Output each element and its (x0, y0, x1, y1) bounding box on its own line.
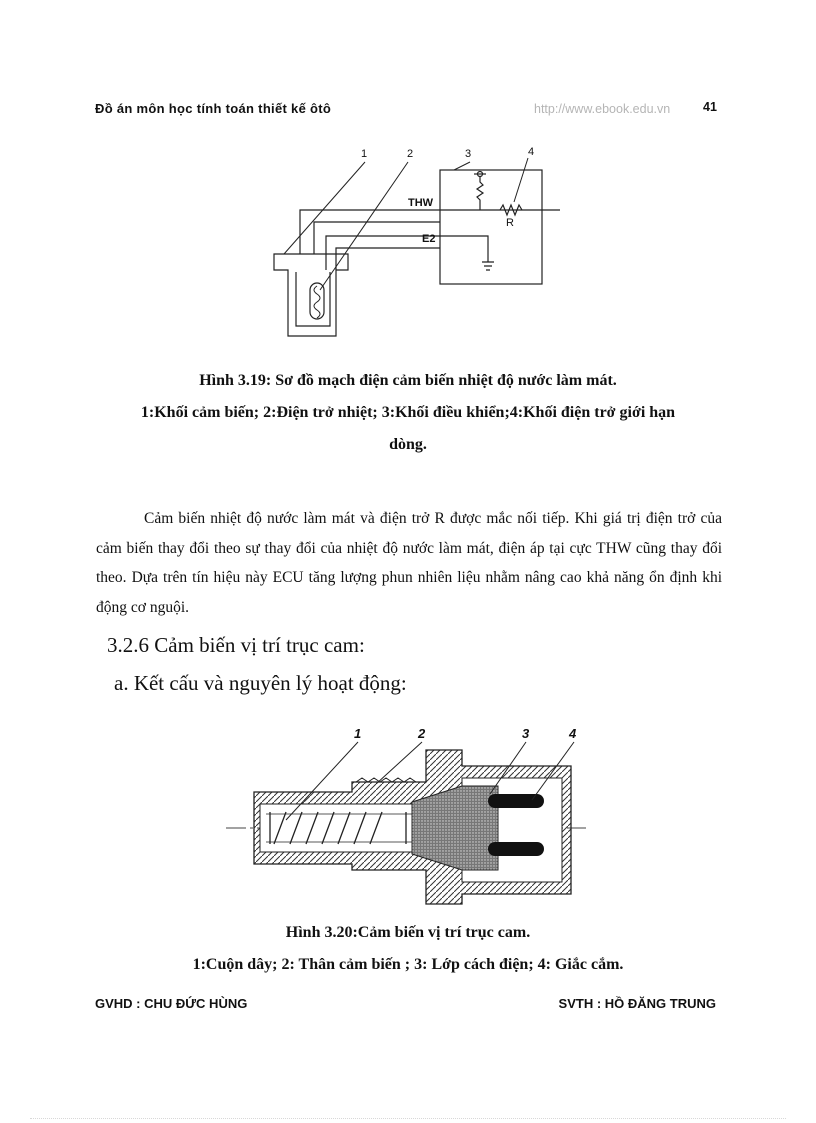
label-thw: THW (408, 197, 434, 209)
fig1-caption-line3: dòng. (389, 436, 427, 453)
page-number: 41 (703, 100, 717, 114)
footer-student: SVTH : HỒ ĐĂNG TRUNG (558, 996, 716, 1011)
fig2-caption-line1: Hình 3.20:Cảm biến vị trí trục cam. (285, 924, 531, 941)
paragraph-text: Cảm biến nhiệt độ nước làm mát và điện trở R được mắc nối tiếp. Khi giá trị điện trở của cảm biến thay đổi theo sự thay đổi của nhiệt độ nước làm mát, điện áp tại cực THW cũng thay đổi theo. Dựa trên tín hiệu này ECU tăng lượng phun nhiên liệu nhằm nâng cao khả năng ổn định khi động cơ nguội. (96, 510, 722, 616)
label-r: R (506, 217, 514, 229)
fig2-label-1: 1 (354, 726, 362, 741)
fig1-label-2: 2 (407, 148, 414, 160)
camshaft-sensor-diagram (226, 724, 590, 910)
fig2-label-3: 3 (522, 726, 530, 741)
header-url[interactable]: http://www.ebook.edu.vn (534, 102, 671, 116)
body-paragraph (96, 504, 722, 622)
fig1-label-3: 3 (465, 148, 472, 160)
fig1-caption-line2: 1:Khối cảm biến; 2:Điện trở nhiệt; 3:Khối điều khiển;4:Khối điện trở giới hạn (140, 404, 676, 421)
fig2-label-4: 4 (569, 726, 577, 741)
header-title: Đồ án môn học tính toán thiết kế ôtô (95, 101, 332, 116)
label-e2: E2 (422, 233, 436, 245)
ecu-block (440, 170, 542, 284)
circuit-diagram (260, 140, 560, 352)
fig2-caption-line2: 1:Cuộn dây; 2: Thân cảm biến ; 3: Lớp cách điện; 4: Giắc cắm. (192, 956, 624, 973)
fig1-label-1: 1 (361, 148, 368, 160)
page-bottom-divider (30, 1118, 786, 1119)
footer-instructor: GVHD : CHU ĐỨC HÙNG (95, 996, 248, 1011)
subsection-heading: a. Kết cấu và nguyên lý hoạt động: (114, 671, 407, 695)
fig1-label-4: 4 (528, 146, 535, 158)
fig1-caption-line1: Hình 3.19: Sơ đồ mạch điện cảm biến nhiệt độ nước làm mát. (199, 372, 617, 389)
section-heading: 3.2.6 Cảm biến vị trí trục cam: (107, 633, 365, 657)
insulation-layer (412, 786, 498, 870)
fig2-label-2: 2 (418, 726, 426, 741)
